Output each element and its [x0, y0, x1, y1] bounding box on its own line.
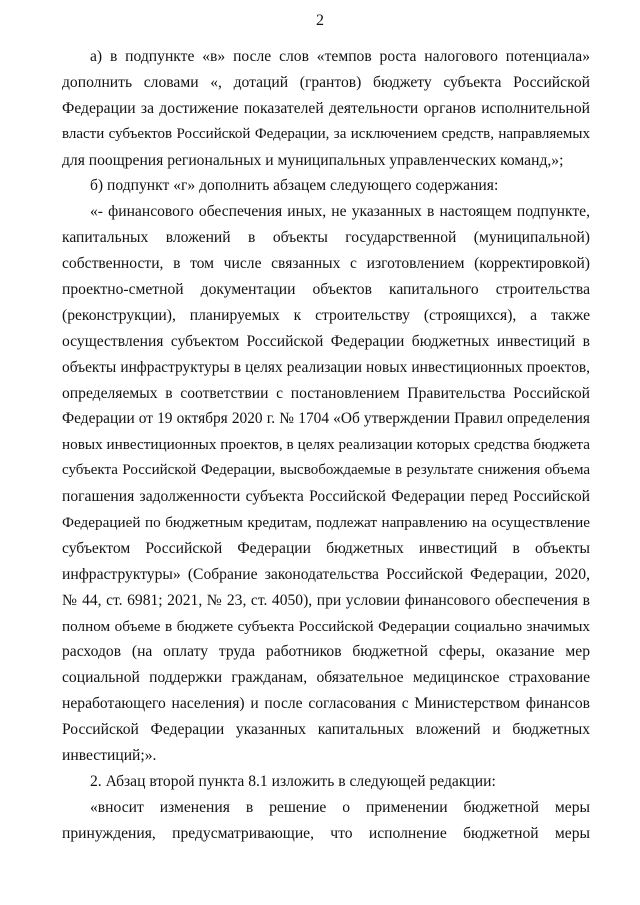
text-line: погашения задолженности субъекта Российской Федерации перед Российской [62, 488, 590, 506]
text-line: субъекта Российской Федерации, высвобождаемые в результате снижения объема [62, 462, 590, 479]
text-line: для поощрения региональных и муниципальных управленческих команд,»; [62, 151, 564, 169]
text-line: дополнить словами «, дотаций (грантов) бюджету субъекта Российской [62, 73, 590, 91]
text-line: а) в подпункте «в» после слов «темпов роста налогового потенциала» [90, 48, 590, 65]
text-line: Федерацией по бюджетным кредитам, подлежат направлению на осуществление [62, 514, 590, 532]
text-line: принуждения, предусматривающие, что исполнение бюджетной меры [62, 824, 590, 842]
text-line: капитальных вложений в объекты государственной (муниципальной) [62, 229, 590, 247]
document-body [62, 44, 590, 847]
text-line: осуществления субъектом Российской Федерации бюджетных инвестиций в [62, 332, 590, 350]
text-line: собственности, в том числе связанных с изготовлением (корректировкой) [62, 255, 590, 273]
text-line: «вносит изменения в решение о применении бюджетной меры [90, 798, 590, 816]
text-line: неработающего населения) и после согласования с Министерством финансов [62, 695, 590, 713]
text-line: субъектом Российской Федерации бюджетных инвестиций в объекты [62, 539, 590, 557]
text-line: власти субъектов Российской Федерации, за исключением средств, направляемых [62, 125, 590, 142]
text-line: инвестиций;». [62, 747, 157, 765]
text-line: 2. Абзац второй пункта 8.1 изложить в следующей редакции: [90, 772, 496, 790]
text-line: социальной поддержки гражданам, обязательное медицинское страхование [62, 669, 590, 687]
text-line: определяемых в соответствии с постановлением Правительства Российской [62, 384, 590, 402]
text-line: Федерации от 19 октября 2020 г. № 1704 «Об утверждении Правил определения [62, 410, 590, 428]
text-line: № 44, ст. 6981; 2021, № 23, ст. 4050), при условии финансового обеспечения в [62, 591, 590, 609]
text-line: проектно-сметной документации объектов капитального строительства [62, 281, 590, 299]
text-line: Федерации за достижение показателей деятельности органов исполнительной [62, 99, 590, 117]
text-line: б) подпункт «г» дополнить абзацем следующего содержания: [90, 177, 499, 195]
page-number: 2 [316, 12, 324, 29]
text-line: полном объеме в бюджете субъекта Российской Федерации социально значимых [62, 617, 590, 635]
text-line: объекты инфраструктуры в целях реализации новых инвестиционных проектов, [62, 358, 590, 376]
text-line: (реконструкции), планируемых к строительству (строящихся), а также [62, 306, 590, 324]
text-line: Российской Федерации указанных капитальных вложений и бюджетных [62, 721, 590, 739]
text-line: инфраструктуры» (Собрание законодательства Российской Федерации, 2020, [62, 565, 590, 583]
text-line: «- финансового обеспечения иных, не указанных в настоящем подпункте, [90, 203, 590, 221]
text-line: новых инвестиционных проектов, в целях реализации которых средства бюджета [62, 436, 590, 454]
text-line: расходов (на оплату труда работников бюджетной сферы, оказание мер [62, 643, 590, 661]
